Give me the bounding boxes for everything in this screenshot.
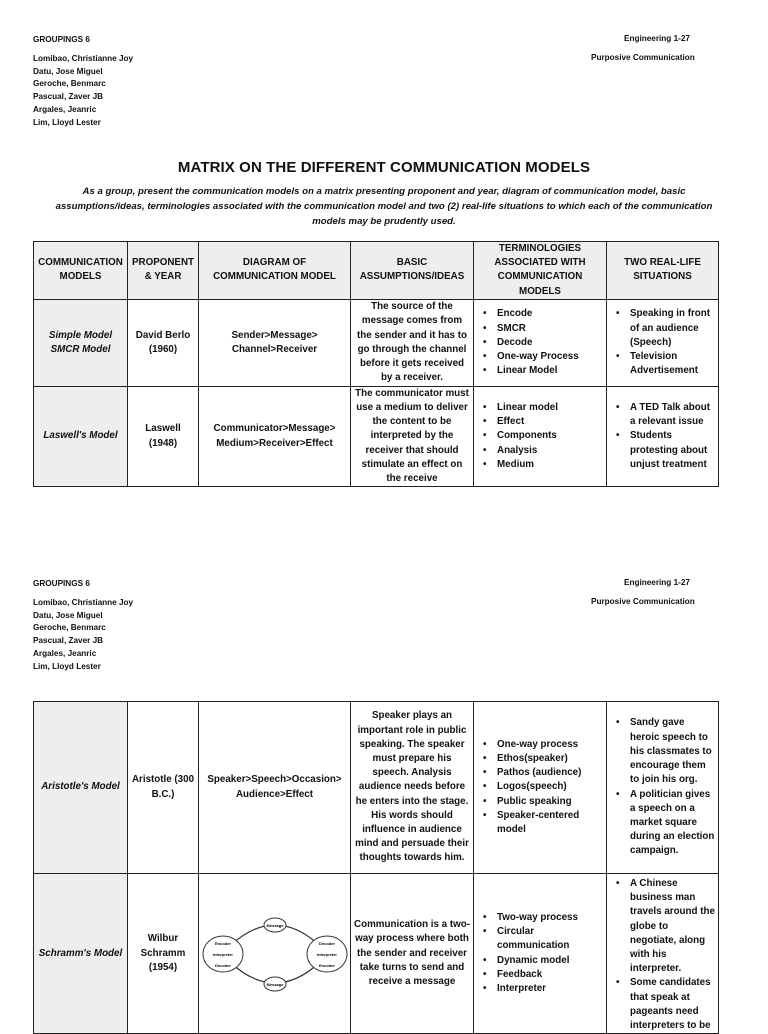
term-item: • Analysis: [477, 444, 603, 458]
column-header: BASIC ASSUMPTIONS/IDEAS: [351, 242, 474, 300]
encoder-label: Encoder: [214, 940, 231, 946]
member-name: Geroche, Benmarc: [33, 79, 106, 89]
proponent: Wilbur Schramm (1954): [128, 874, 199, 1034]
term-item: • Components: [477, 429, 603, 443]
matrix-table-2: [33, 701, 719, 1034]
situation-item: • Speaking in front of an audience (Speech): [610, 307, 715, 350]
member-name: Datu, Jose Miguel: [33, 610, 103, 620]
instructions: As a group, present the communication models on a matrix presenting proponent and year, diagram of communication model, basic assumptions/ideas, terminologies associated with the communication model and two (2) real-life situations to which each of the communication models may be prudently used.: [55, 186, 713, 227]
term-item: • Ethos(speaker): [477, 752, 603, 766]
term-item: • Encode: [477, 307, 603, 321]
diagram-cell: [199, 874, 351, 1034]
situations-cell: [607, 874, 719, 1034]
group-name: GROUPINGS 6: [33, 579, 90, 588]
column-header: COMMUNICATION MODELS: [34, 242, 128, 300]
situation-item: • Television Advertisement: [610, 350, 715, 378]
model-name: Schramm's Model: [34, 874, 128, 1034]
term-item: • Dynamic model: [477, 954, 603, 968]
terms-cell: [474, 386, 607, 486]
term-item: • Pathos (audience): [477, 766, 603, 780]
decoder-label: Decoder: [214, 962, 231, 968]
term-item: • SMCR: [477, 322, 603, 336]
encoder-label: Encoder: [318, 962, 335, 968]
assumption: The communicator must use a medium to deliver the content to be interpreted by the receiver that should stimulate an effect on the receive: [351, 386, 474, 486]
term-item: • Logos(speech): [477, 780, 603, 794]
situation-item: • A politician gives a speech on a market square during an election campaign.: [610, 788, 715, 859]
diagram-text: Communicator>Message> Medium>Receiver>Effect: [199, 386, 351, 486]
table-row: [34, 702, 719, 874]
section-label: Engineering 1-27: [624, 578, 690, 587]
term-item: • Interpreter: [477, 982, 603, 996]
member-name: Argales, Jeanric: [33, 648, 97, 658]
table-row: [34, 874, 719, 1034]
member-name: Lim, Lloyd Lester: [33, 661, 101, 671]
situations-cell: [607, 299, 719, 386]
diagram-text: Speaker>Speech>Occasion> Audience>Effect: [199, 702, 351, 874]
terms-cell: [474, 299, 607, 386]
situations-cell: [607, 702, 719, 874]
model-name: Simple Model SMCR Model: [34, 299, 128, 386]
column-header: TWO REAL-LIFE SITUATIONS: [607, 242, 719, 300]
table-header-row: [34, 242, 719, 300]
assumption: Speaker plays an important role in public speaking. The speaker must prepare his speech. Analysis audience needs before he enters into the stage. His words should influence in audience mind and persuade their thoughts towards him.: [351, 702, 474, 874]
term-item: • Public speaking: [477, 795, 603, 809]
term-item: • Feedback: [477, 968, 603, 982]
proponent: Laswell (1948): [128, 386, 199, 486]
term-item: • Effect: [477, 415, 603, 429]
header-left: [33, 578, 133, 674]
term-item: • Speaker-centered model: [477, 809, 603, 837]
term-item: • Linear model: [477, 401, 603, 415]
member-name: Pascual, Zaver JB: [33, 92, 104, 102]
assumption: Communication is a two-way process where both the sender and receiver take turns to send and receive a message: [351, 874, 474, 1034]
column-header: DIAGRAM OF COMMUNICATION MODEL: [199, 242, 351, 300]
term-item: • Decode: [477, 336, 603, 350]
term-item: • Medium: [477, 458, 603, 472]
interpreter-label: Interpreter: [212, 951, 233, 957]
member-name: Geroche, Benmarc: [33, 623, 106, 633]
table-row: [34, 386, 719, 486]
section-label: Engineering 1-27: [624, 34, 690, 43]
member-name: Lim, Lloyd Lester: [33, 117, 101, 127]
situation-item: • Some candidates that speak at pageants need interpreters to be: [610, 976, 715, 1033]
member-name: Datu, Jose Miguel: [33, 66, 103, 76]
situation-item: • Sandy gave heroic speech to his classmates to encourage them to join his org.: [610, 716, 715, 787]
course-label: Purposive Communication: [591, 53, 695, 62]
course-label: Purposive Communication: [591, 597, 695, 606]
interpreter-label: Interpreter: [316, 951, 337, 957]
page-title: MATRIX ON THE DIFFERENT COMMUNICATION MODELS: [177, 159, 591, 176]
term-item: • Two-way process: [477, 911, 603, 925]
member-name: Argales, Jeanric: [33, 104, 97, 114]
member-name: Pascual, Zaver JB: [33, 636, 104, 646]
term-item: • One-way process: [477, 738, 603, 752]
model-name: Laswell's Model: [34, 386, 128, 486]
group-name: GROUPINGS 6: [33, 35, 90, 44]
terms-cell: [474, 702, 607, 874]
message-label-bottom: Message: [266, 981, 283, 987]
diagram-text: Sender>Message> Channel>Receiver: [199, 299, 351, 386]
schramm-diagram: [201, 909, 349, 999]
model-name: Aristotle's Model: [34, 702, 128, 874]
header-left: [33, 34, 133, 130]
column-header: PROPONENT & YEAR: [128, 242, 199, 300]
term-item: • Circular communication: [477, 925, 603, 953]
assumption: The source of the message comes from the sender and it has to go through the channel before it gets received by a receiver.: [351, 299, 474, 386]
decoder-label: Decoder: [318, 940, 335, 946]
situations-cell: [607, 386, 719, 486]
terms-cell: [474, 874, 607, 1034]
term-item: • Linear Model: [477, 364, 603, 378]
proponent: Aristotle (300 B.C.): [128, 702, 199, 874]
member-name: Lomibao, Christianne Joy: [33, 597, 134, 607]
term-item: • One-way Process: [477, 350, 603, 364]
matrix-table-1: [33, 241, 719, 487]
situation-item: • Students protesting about unjust treatment: [610, 429, 715, 472]
table-row: [34, 299, 719, 386]
message-label-top: Message: [266, 922, 283, 928]
situation-item: • A TED Talk about a relevant issue: [610, 401, 715, 429]
situation-item: • A Chinese business man travels around the globe to negotiate, along with his interpreter.: [610, 877, 715, 976]
column-header: TERMINOLOGIES ASSOCIATED WITH COMMUNICATION MODELS: [474, 242, 607, 300]
member-name: Lomibao, Christianne Joy: [33, 53, 134, 63]
proponent: David Berlo (1960): [128, 299, 199, 386]
